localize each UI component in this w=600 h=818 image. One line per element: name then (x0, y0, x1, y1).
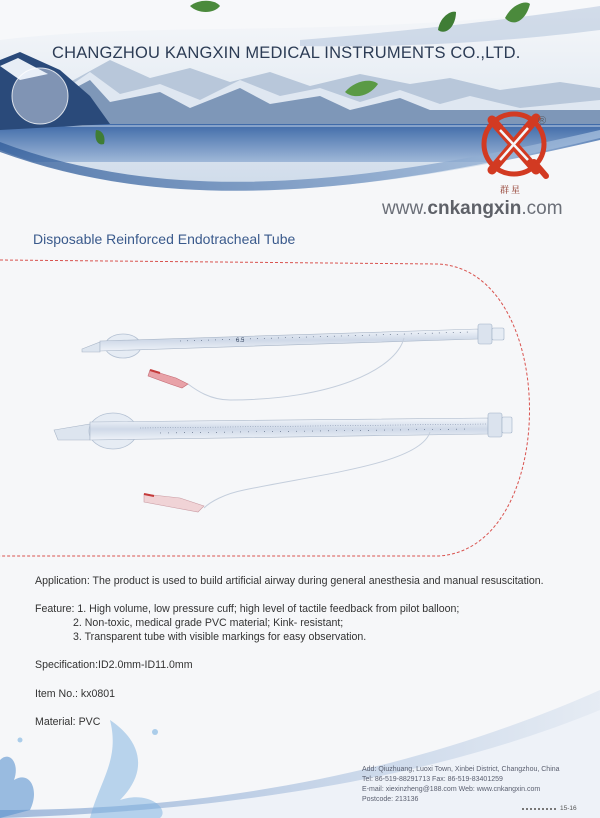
feature-2-text: 2. Non-toxic, medical grade PVC material; Kink- resistant; (73, 617, 344, 629)
email-web-line: E-mail: xiexinzheng@188.com Web: www.cnkangxin.com (362, 786, 541, 793)
website-brand: cnkangxin (427, 198, 522, 219)
specification-text: Specification:ID2.0mm-ID11.0mm (35, 659, 193, 671)
feature-3-text: 3. Transparent tube with visible markings for easy observation. (73, 631, 367, 643)
logo-chinese-text: 群星 (500, 186, 523, 196)
address-line: Add: Qiuzhuang, Luoxi Town, Xinbei District, Changzhou, China (362, 766, 560, 773)
website-url (382, 198, 563, 220)
endotracheal-tube-large (54, 413, 512, 512)
svg-text:®: ® (538, 115, 547, 127)
company-name: CHANGZHOU KANGXIN MEDICAL INSTRUMENTS CO.,LTD. (52, 44, 521, 62)
page-divider (522, 808, 556, 810)
water-splash-footer (0, 660, 600, 818)
product-illustration (0, 250, 600, 570)
product-title: Disposable Reinforced Endotracheal Tube (33, 231, 296, 247)
postcode-line: Postcode: 213136 (362, 796, 419, 803)
phone-fax-line: Tel: 86-519-88291713 Fax: 86-519-83401259 (362, 776, 503, 783)
website-suffix: .com (521, 198, 563, 219)
material-text: Material: PVC (35, 716, 101, 728)
page-number: 15-16 (560, 805, 577, 812)
application-text: Application: The product is used to build artificial airway during general anesthesia and manual resuscitation. (35, 575, 544, 587)
tube-size-marking: 6.5 (236, 338, 245, 344)
endotracheal-tube-small (82, 324, 504, 400)
feature-1-text: Feature: 1. High volume, low pressure cuff; high level of tactile feedback from pilot balloon; (35, 603, 460, 615)
dashed-outline (0, 260, 530, 556)
item-number-text: Item No.: kx0801 (35, 688, 116, 700)
website-prefix: www. (382, 198, 428, 219)
